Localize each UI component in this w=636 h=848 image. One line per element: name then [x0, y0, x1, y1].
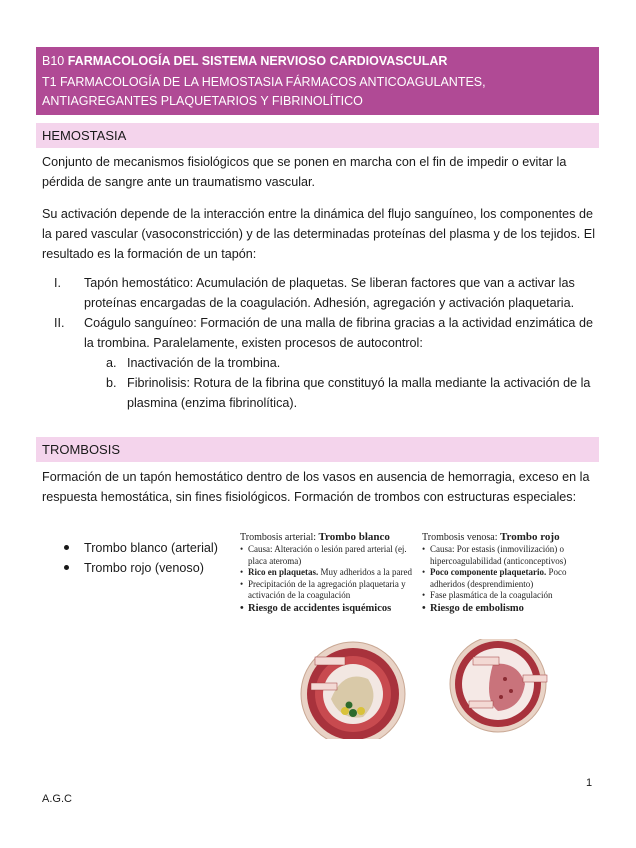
figure-bullet: • Poco componente plaquetario. Poco adheridos (desprendimiento) — [422, 567, 567, 589]
figure-bullet: • Rico en plaquetas. Muy adheridos a la pared — [240, 567, 412, 577]
page-number: 1 — [586, 777, 593, 789]
figure-column-venosa — [422, 531, 596, 615]
figure-heading-prefix: Trombosis venosa: — [422, 532, 498, 543]
trombosis-paragraph: Formación de un tapón hemostático dentro de los vasos en ausencia de hemorragia, exceso en la respuesta hemostática, sin fines fisiológicos. Formación de trombos con estructuras especiales: — [42, 470, 590, 504]
title-prefix: B10 — [42, 54, 65, 68]
figure-bullet: • Causa: Alteración o lesión pared arterial (ej. placa ateroma) — [240, 544, 407, 566]
thrombosis-figure — [238, 531, 596, 736]
hemostasia-paragraph-1: Conjunto de mecanismos fisiológicos que se ponen en marcha con el fin de impedir o evitar la pérdida de sangre ante un traumatismo vascular. — [42, 155, 567, 189]
figure-bullet-bold: Rico en plaquetas. — [248, 567, 319, 577]
figure-bullet-text: Fase plasmática de la coagulación — [430, 590, 553, 600]
sub-list-letter: b. — [106, 376, 117, 390]
author-initials: A.G.C — [42, 793, 72, 805]
document-title-band — [36, 47, 599, 115]
list-item-text: Coágulo sanguíneo: Formación de una malla de fibrina gracias a la actividad enzimática de la trombina. Paralelamente, existen procesos de autocontrol: — [84, 316, 593, 350]
figure-bullet: • Causa: Por estasis (inmovilización) o hipercoagulabilidad (anticonceptivos) — [422, 544, 567, 566]
title-line-1 — [42, 52, 593, 71]
figure-bullet-text: Muy adheridos a la pared — [320, 567, 412, 577]
figure-bullet-highlight: • Riesgo de embolismo — [422, 602, 524, 614]
sub-list-item — [42, 353, 598, 373]
figure-heading-bold: Trombo blanco — [318, 531, 390, 543]
bullet-dot-icon — [64, 545, 69, 550]
bullet-item — [42, 538, 242, 558]
bullet-list — [42, 538, 242, 578]
figure-bullet-text: Causa: Por estasis (inmovilización) o hipercoagulabilidad (anticonceptivos) — [430, 544, 567, 566]
sub-list-item — [42, 373, 598, 413]
figure-bullet-text: Poco adheridos (desprendimiento) — [430, 567, 567, 589]
section-heading-hemostasia: HEMOSTASIA — [36, 123, 599, 148]
bullet-text: Trombo rojo (venoso) — [84, 561, 204, 575]
list-item-text: Tapón hemostático: Acumulación de plaquetas. Se liberan factores que van a activar las proteínas encargadas de la coagulación. Adhesión, agregación y activación plaquetaria. — [84, 276, 575, 310]
hemostasia-paragraph-2: Su activación depende de la interacción entre la dinámica del flujo sanguíneo, los componentes de la pared vascular (vasoconstricción) y de las determinadas proteínas del plasma y de los tejidos. El resultado es la formación de un tapón: — [42, 207, 595, 261]
figure-heading-venosa — [422, 531, 596, 544]
figure-heading-arterial — [240, 531, 420, 544]
title-bold: FARMACOLOGÍA DEL SISTEMA NERVIOSO CARDIOVASCULAR — [67, 54, 448, 68]
figure-bullet-text: Causa: Alteración o lesión pared arterial (ej. placa ateroma) — [248, 544, 407, 566]
figure-bullet-text: Precipitación de la agregación plaquetaria y activación de la coagulación — [248, 578, 406, 600]
figure-bullet: • Precipitación de la agregación plaquetaria y activación de la coagulación — [240, 578, 406, 600]
vein-cross-section-icon — [450, 639, 547, 732]
figure-heading-bold: Trombo rojo — [499, 531, 560, 543]
figure-bullet-text: Riesgo de embolismo — [430, 602, 524, 614]
figure-bullet-bold: Poco componente plaquetario. — [430, 567, 547, 577]
title-line-2: T1 FARMACOLOGÍA DE LA HEMOSTASIA FÁRMACOS ANTICOAGULANTES, ANTIAGREGANTES PLAQUETARIOS Y FIBRINOLÍTICO — [42, 75, 486, 108]
list-number: II. — [54, 316, 65, 330]
figure-heading-prefix: Trombosis arterial: — [240, 532, 317, 543]
artery-cross-section-icon — [301, 642, 405, 739]
section-heading-trombosis: TROMBOSIS — [36, 437, 599, 462]
figure-bullet-highlight: • Riesgo de accidentes isquémicos — [240, 602, 392, 614]
roman-list — [42, 273, 598, 413]
sub-list-letter: a. — [106, 356, 117, 370]
sub-list-text: Inactivación de la trombina. — [127, 356, 281, 370]
list-number: I. — [54, 276, 61, 290]
list-item — [42, 313, 598, 353]
bullet-dot-icon — [64, 565, 69, 570]
figure-bullet-text: Riesgo de accidentes isquémicos — [248, 602, 392, 614]
sub-list-text: Fibrinolisis: Rotura de la fibrina que constituyó la malla mediante la activación de la plasmina (enzima fibrinolítica). — [127, 376, 591, 410]
vessel-illustration — [293, 639, 593, 739]
list-item — [42, 273, 598, 313]
figure-bullet: • Fase plasmática de la coagulación — [422, 590, 553, 600]
bullet-text: Trombo blanco (arterial) — [84, 541, 218, 555]
figure-column-arterial — [240, 531, 420, 615]
bullet-item — [42, 558, 242, 578]
